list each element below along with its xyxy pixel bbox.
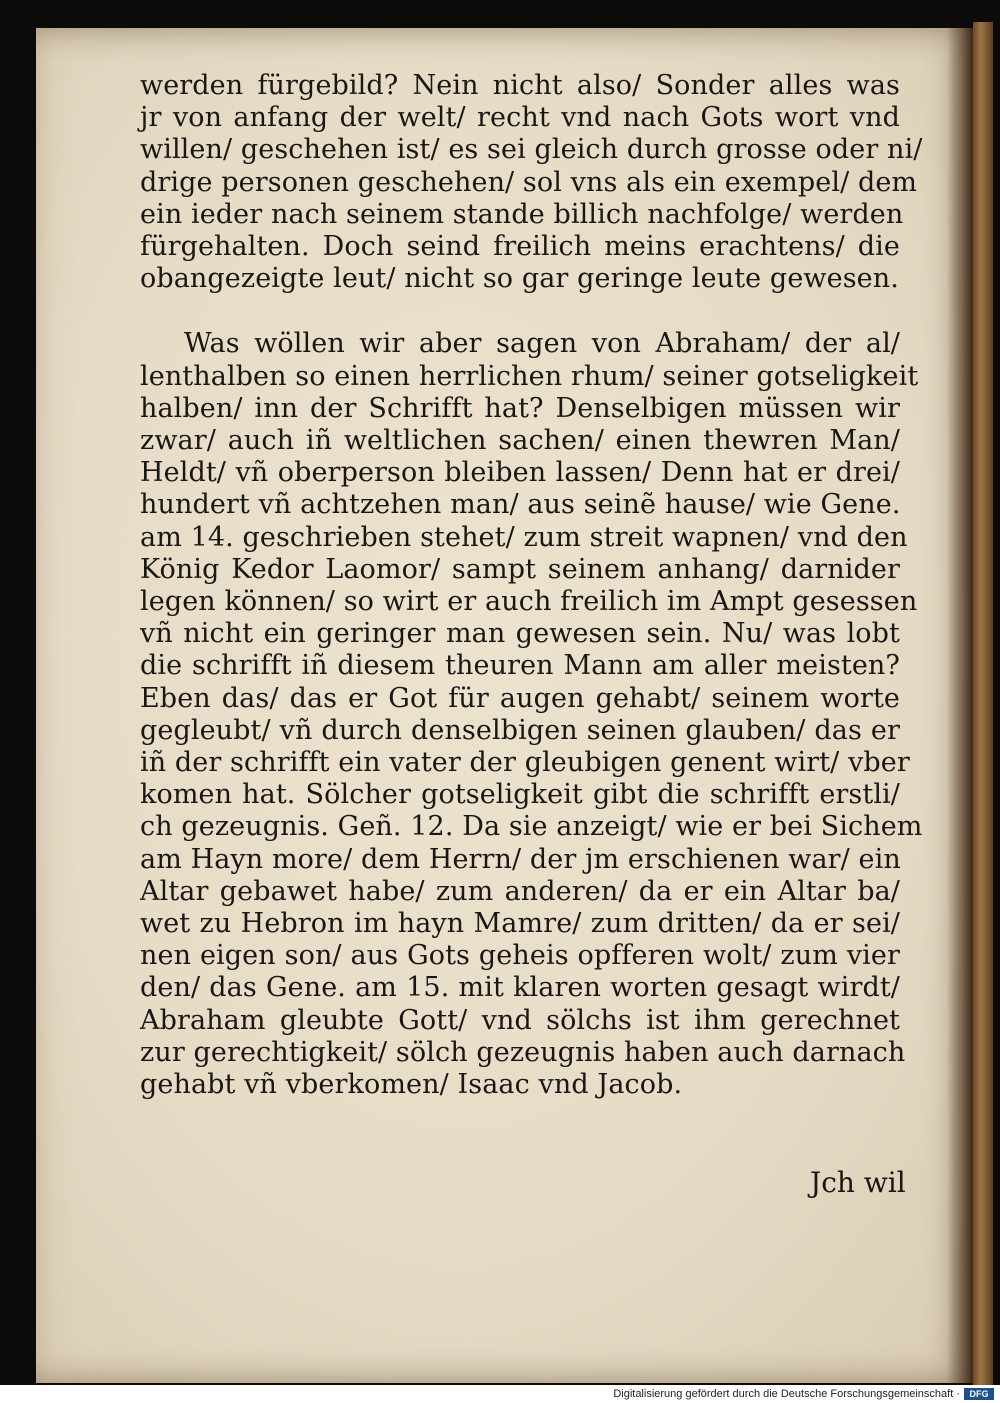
page-text-block <box>140 70 923 1101</box>
text-line: ch gezeugnis. Geñ. 12. Da sie anzeigt/ wie er bei Sichem <box>140 811 923 843</box>
text-line: vñ nicht ein geringer man gewesen sein. Nu/ was lobt <box>140 618 900 650</box>
text-line: am 14. geschrieben stehet/ zum streit wapnen/ vnd den <box>140 521 908 553</box>
footer-bar <box>0 1385 1000 1403</box>
text-line: gehabt vñ vberkomen/ Isaac vnd Jacob. <box>140 1069 683 1101</box>
text-line: Heldt/ vñ oberperson bleiben lassen/ Denn hat er drei/ <box>140 457 900 489</box>
text-line: Abraham gleubte Gott/ vnd sölchs ist ihm gerechnet <box>140 1004 900 1036</box>
text-line: Altar gebawet habe/ zum anderen/ da er ein Altar ba/ <box>140 875 900 907</box>
text-line: zwar/ auch iñ weltlichen sachen/ einen thewren Man/ <box>140 425 900 457</box>
text-line: Eben das/ das er Got für augen gehabt/ seinem worte <box>140 682 900 714</box>
paragraph-gap <box>140 295 900 328</box>
text-line: wet zu Hebron im hayn Mamre/ zum dritten/ da er sei/ <box>140 908 900 940</box>
text-line: legen können/ so wirt er auch freilich im Ampt gesessen <box>140 586 918 618</box>
text-line: Was wöllen wir aber sagen von Abraham/ der al/ <box>184 328 900 360</box>
text-line: halben/ inn der Schrifft hat? Denselbigen müssen wir <box>140 392 900 424</box>
catchword: Jch wil <box>810 1166 906 1199</box>
text-line: zur gerechtigkeit/ sölch gezeugnis haben auch darnach <box>140 1036 906 1068</box>
text-line: jr von anfang der welt/ recht vnd nach Gots wort vnd <box>140 102 900 134</box>
text-line: drige personen geschehen/ sol vns als ein exempel/ dem <box>140 166 918 198</box>
book-edge <box>973 22 993 1387</box>
text-line: hundert vñ achtzehen man/ aus seinẽ hause/ wie Gene. <box>140 489 901 521</box>
page-gutter-shadow <box>947 28 973 1383</box>
text-line: am Hayn more/ dem Herrn/ der jm erschienen war/ ein <box>140 843 901 875</box>
text-line: nen eigen son/ aus Gots geheis opfferen wolt/ zum vier <box>140 940 900 972</box>
text-line: gegleubt/ vñ durch denselbigen seinen glauben/ das er <box>140 714 900 746</box>
text-line: iñ der schrifft ein vater der gleubigen genent wirt/ vber <box>140 747 910 779</box>
funding-credit: Digitalisierung gefördert durch die Deutsche Forschungsgemeinschaft · <box>613 1388 960 1400</box>
text-line: komen hat. Sölcher gotseligkeit gibt die schrifft erstli/ <box>140 779 900 811</box>
text-line: König Kedor Laomor/ sampt seinem anhang/ darnider <box>140 553 900 585</box>
text-line: fürgehalten. Doch seind freilich meins erachtens/ die <box>140 231 900 263</box>
text-line: den/ das Gene. am 15. mit klaren worten gesagt wirdt/ <box>140 972 900 1004</box>
text-line: lenthalben so einen herrlichen rhum/ seiner gotseligkeit <box>140 360 919 392</box>
dfg-logo: DFG <box>964 1388 994 1400</box>
text-line: willen/ geschehen ist/ es sei gleich durch grosse oder ni/ <box>140 134 923 166</box>
text-line: ein ieder nach seinem stande billich nachfolge/ werden <box>140 198 904 230</box>
text-line: die schrifft iñ diesem theuren Mann am aller meisten? <box>140 650 900 682</box>
text-line: obangezeigte leut/ nicht so gar geringe leute gewesen. <box>140 263 899 295</box>
text-line: werden fürgebild? Nein nicht also/ Sonder alles was <box>140 70 900 101</box>
